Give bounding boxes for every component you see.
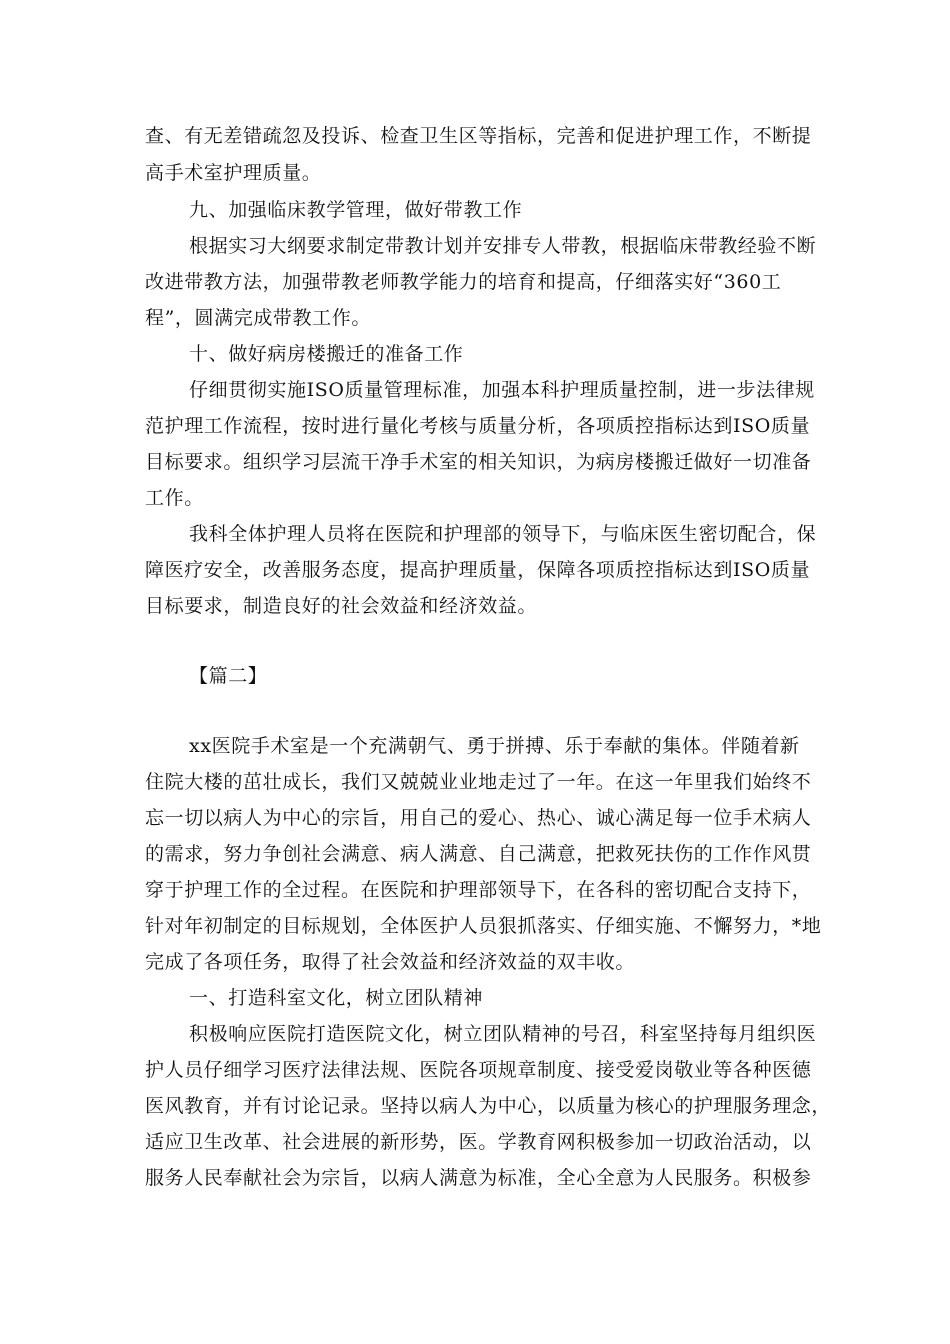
paragraph-line: 针对年初制定的目标规划，全体医护人员狠抓落实、仔细实施、不懈努力，*地	[145, 915, 822, 937]
paragraph-line: 忘一切以病人为中心的宗旨，用自己的爱心、热心、诚心满足每一位手术病人	[145, 807, 812, 829]
section-heading: 一、打造科室文化，树立团队精神	[189, 987, 484, 1009]
paragraph-line: 目标要求。组织学习层流干净手术室的相关知识，为病房楼搬迁做好一切准备	[145, 451, 812, 473]
paragraph-line: xx医院手术室是一个充满朝气、勇于拼搏、乐于奉献的集体。伴随着新	[189, 735, 800, 757]
paragraph-line: 程”，圆满完成带教工作。	[145, 307, 371, 329]
section-heading: 十、做好病房楼搬迁的准备工作	[189, 343, 464, 365]
paragraph-line: 查、有无差错疏忽及投诉、检查卫生区等指标，完善和促进护理工作，不断提	[145, 125, 812, 147]
paragraph-line: 医风教育，并有讨论记录。坚持以病人为中心，以质量为核心的护理服务理念，	[145, 1095, 832, 1117]
paragraph-line: 目标要求，制造良好的社会效益和经济效益。	[145, 595, 538, 617]
paragraph-line: 范护理工作流程，按时进行量化考核与质量分析，各项质控指标达到ISO质量	[145, 415, 811, 437]
paragraph-line: 穿于护理工作的全过程。在医院和护理部领导下，在各科的密切配合支持下，	[145, 879, 812, 901]
paragraph-line: 我科全体护理人员将在医院和护理部的领导下，与临床医生密切配合，保	[189, 523, 817, 545]
section-tag: 【篇二】	[189, 665, 268, 687]
paragraph-line: 护人员仔细学习医疗法律法规、医院各项规章制度、接受爱岗敬业等各种医德	[145, 1059, 812, 1081]
paragraph-line: 适应卫生改革、社会进展的新形势，医。学教育网积极参加一切政治活动，以	[145, 1131, 812, 1153]
paragraph-line: 仔细贯彻实施ISO质量管理标准，加强本科护理质量控制，进一步法律规	[189, 379, 815, 401]
paragraph-line: 工作。	[145, 487, 204, 509]
paragraph-line: 住院大楼的茁壮成长，我们又兢兢业业地走过了一年。在这一年里我们始终不	[145, 771, 812, 793]
paragraph-line: 的需求，努力争创社会满意、病人满意、自己满意，把救死扶伤的工作作风贯	[145, 843, 812, 865]
paragraph-line: 积极响应医院打造医院文化，树立团队精神的号召，科室坚持每月组织医	[189, 1023, 817, 1045]
section-heading: 九、加强临床教学管理，做好带教工作	[189, 199, 523, 221]
paragraph-line: 根据实习大纲要求制定带教计划并安排专人带教，根据临床带教经验不断	[189, 235, 817, 257]
paragraph-line: 完成了各项任务，取得了社会效益和经济效益的双丰收。	[145, 951, 636, 973]
paragraph-line: 高手术室护理质量。	[145, 162, 322, 184]
paragraph-line: 服务人民奉献社会为宗旨，以病人满意为标准，全心全意为人民服务。积极参	[145, 1167, 812, 1189]
paragraph-line: 障医疗安全，改善服务态度，提高护理质量，保障各项质控指标达到ISO质量	[145, 559, 811, 581]
paragraph-line: 改进带教方法，加强带教老师教学能力的培育和提高，仔细落实好“360工	[145, 271, 782, 293]
